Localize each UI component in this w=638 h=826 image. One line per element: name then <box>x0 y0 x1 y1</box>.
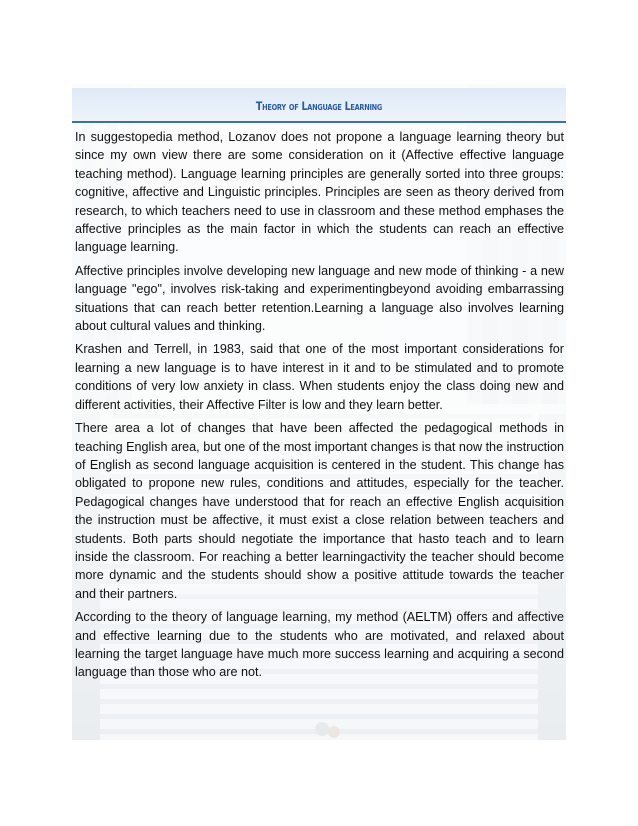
page-title: Theory of Language Learning <box>255 99 383 113</box>
title-underline <box>72 121 566 123</box>
paragraph: Krashen and Terrell, in 1983, said that one of the most important considerations for learning a new language is to have interest in it and to be stimulated and to promote conditions of very low anxiety in class. When students enjoy the class doing new and different activities, their Affective Filter is low and they learn better. <box>75 342 564 412</box>
paragraph: Affective principles involve developing new language and new mode of thinking - a new language "ego", involves risk-taking and experimentingbeyond avoiding embarrassing situations that can reach better retention.Learning a language also involves learning about cultural values and thinking. <box>75 263 564 334</box>
paragraph: In suggestopedia method, Lozanov does not propone a language learning theory but since my own view there are some consideration on it (Affective effective language teaching method). Language learning principles are generally sorted into three groups: cognitive, affective and Linguistic principles. Principles are seen as theory derived from research, to which teachers need to use in classroom and these method emphases the affective principles as the main factor in which the students can reach an effective language learning. <box>75 130 564 255</box>
paragraph: According to the theory of language learning, my method (AELTM) offers and affective and effective learning due to the students who are motivated, and relaxed about learning the target language have much more success learning and acquiring a second language than those who are not. <box>75 610 564 680</box>
document-body <box>75 128 564 682</box>
paragraph: There area a lot of changes that have been affected the pedagogical methods in teaching English area, but one of the most important changes is that now the instruction of English as second language acquisition is centered in the student. This change has obligated to propone new rules, conditions and attitudes, especially for the teacher. Pedagogical changes have understood that for reach an effective English acquisition the instruction must be affective, it must exist a close relation between teachers and students. Both parts should negotiate the importance that hasto teach and to learn inside the classroom. For reaching a better learningactivity the teacher should become more dynamic and the students should show a positive attitude towards the teacher and their partners. <box>75 421 564 601</box>
